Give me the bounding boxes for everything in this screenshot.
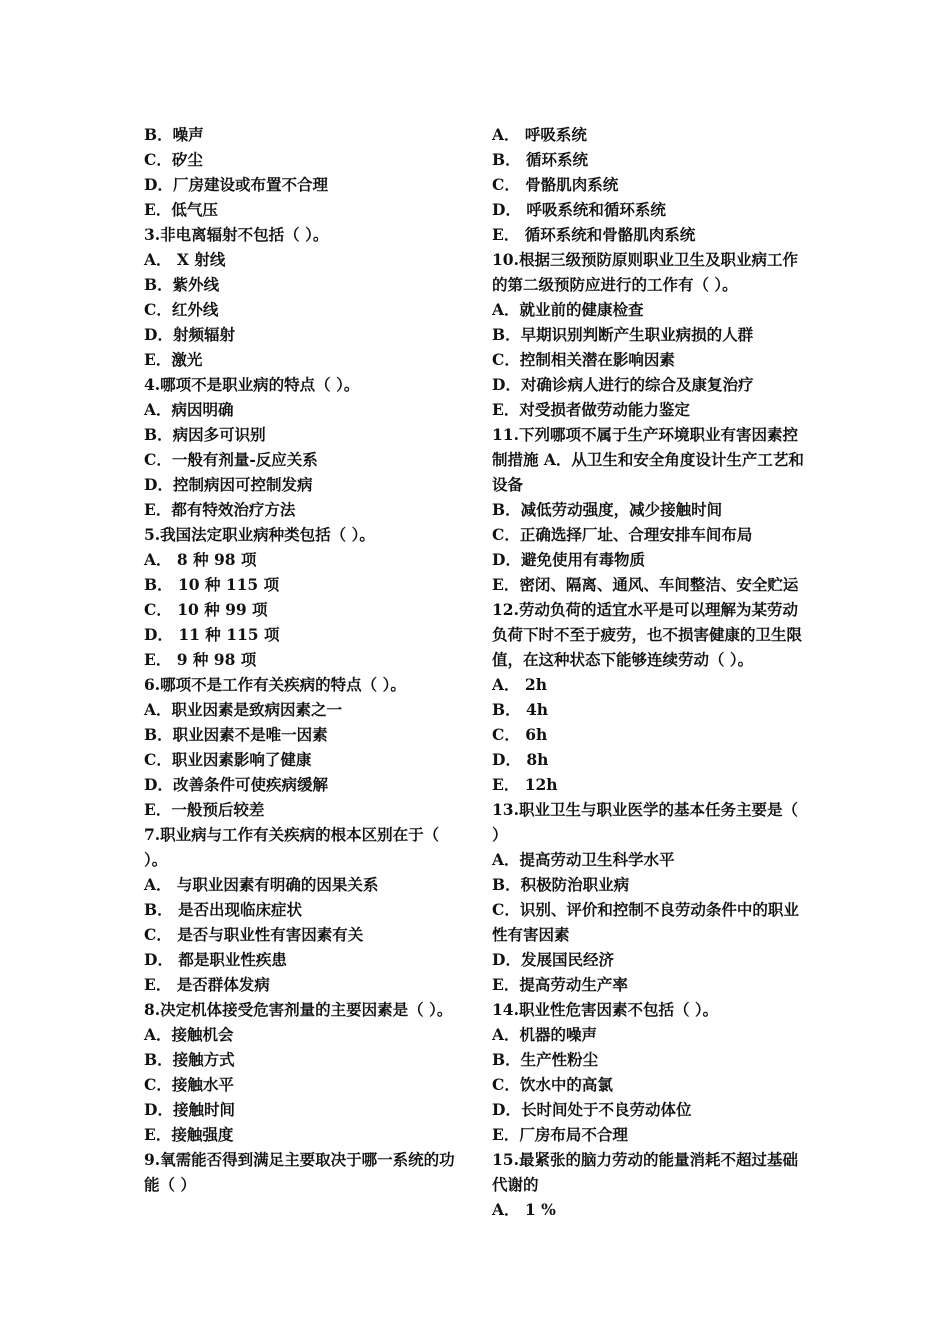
option-text: E．对受损者做劳动能力鉴定 [492, 400, 690, 419]
option-text: C． 是否与职业性有害因素有关 [144, 925, 364, 944]
option-text: E． 9 种 98 项 [144, 650, 257, 669]
question-text: 12.劳动负荷的适宜水平是可以理解为某劳动负荷下时不至于疲劳，也不损害健康的卫生限值，在这种状态下能够连续劳动（ ）。 [492, 600, 803, 669]
option-text: E．密闭、隔离、通风、车间整洁、安全贮运 [492, 575, 799, 594]
question-text: 14.职业性危害因素不包括（ ）。 [492, 1000, 719, 1019]
option-text: C．正确选择厂址、合理安排车间布局 [492, 525, 753, 544]
option-text: E． 循环系统和骨骼肌肉系统 [492, 225, 696, 244]
option-text: B． 是否出现临床症状 [144, 900, 302, 919]
question-text: 9.氧需能否得到满足主要取决于哪一系统的功能（ ） [144, 1150, 455, 1194]
question-text: 4.哪项不是职业病的特点（ ）。 [144, 375, 360, 394]
option-text: C．控制相关潜在影响因素 [492, 350, 675, 369]
option-text: D．射频辐射 [144, 325, 235, 344]
option-text: B．积极防治职业病 [492, 875, 630, 894]
option-text: D． 呼吸系统和循环系统 [492, 200, 666, 219]
option-text: E．一般预后较差 [144, 800, 265, 819]
question-text: 13.职业卫生与职业医学的基本任务主要是（ ） [492, 800, 798, 844]
option-text: A．提高劳动卫生科学水平 [492, 850, 675, 869]
option-text: E． 是否群体发病 [144, 975, 270, 994]
option-text: A．机器的噪声 [492, 1025, 598, 1044]
option-text: A． 2h [492, 675, 547, 694]
question-text: 3.非电离辐射不包括（ ）。 [144, 225, 329, 244]
option-text: C．矽尘 [144, 150, 203, 169]
option-text: C．职业因素影响了健康 [144, 750, 312, 769]
option-text: C． 骨骼肌肉系统 [492, 175, 619, 194]
option-text: D． 8h [492, 750, 549, 769]
option-text: D．发展国民经济 [492, 950, 614, 969]
option-text: C．一般有剂量-反应关系 [144, 450, 318, 469]
option-text: E．激光 [144, 350, 203, 369]
option-text: C．接触水平 [144, 1075, 234, 1094]
option-text: D．长时间处于不良劳动体位 [492, 1100, 692, 1119]
option-text: C．识别、评价和控制不良劳动条件中的职业性有害因素 [492, 900, 799, 944]
left-column [144, 122, 462, 1197]
option-text: A．职业因素是致病因素之一 [144, 700, 343, 719]
option-text: E．低气压 [144, 200, 218, 219]
option-text: A． 呼吸系统 [492, 125, 587, 144]
question-text: 6.哪项不是工作有关疾病的特点（ ）。 [144, 675, 406, 694]
option-text: C． 10 种 99 项 [144, 600, 268, 619]
option-text: D． 都是职业性疾患 [144, 950, 287, 969]
option-text: A．病因明确 [144, 400, 234, 419]
option-text: B．紫外线 [144, 275, 220, 294]
option-text: D．接触时间 [144, 1100, 235, 1119]
option-text: D． 11 种 115 项 [144, 625, 280, 644]
option-text: C．饮水中的高氯 [492, 1075, 613, 1094]
option-text: B． 10 种 115 项 [144, 575, 280, 594]
option-text: D．对确诊病人进行的综合及康复治疗 [492, 375, 754, 394]
option-text: A． X 射线 [144, 250, 226, 269]
question-text: 15.最紧张的脑力劳动的能量消耗不超过基础代谢的 [492, 1150, 798, 1194]
option-text: A． 与职业因素有明确的因果关系 [144, 875, 379, 894]
option-text: C．红外线 [144, 300, 219, 319]
option-text: B． 4h [492, 700, 549, 719]
option-text: E．提高劳动生产率 [492, 975, 628, 994]
option-text: B．接触方式 [144, 1050, 235, 1069]
option-text: A．接触机会 [144, 1025, 234, 1044]
option-text: E．都有特效治疗方法 [144, 500, 296, 519]
option-text: B．早期识别判断产生职业病损的人群 [492, 325, 754, 344]
option-text: E．接触强度 [144, 1125, 234, 1144]
option-text: B．减低劳动强度，减少接触时间 [492, 500, 723, 519]
option-text: D．改善条件可使疾病缓解 [144, 775, 328, 794]
option-text: D．避免使用有毒物质 [492, 550, 645, 569]
option-text: B．噪声 [144, 125, 204, 144]
option-text: B． 循环系统 [492, 150, 588, 169]
option-text: B．生产性粉尘 [492, 1050, 599, 1069]
option-text: D．厂房建设或布置不合理 [144, 175, 328, 194]
question-text: 8.决定机体接受危害剂量的主要因素是（ ）。 [144, 1000, 453, 1019]
option-text: B．职业因素不是唯一因素 [144, 725, 328, 744]
option-text: A．就业前的健康检查 [492, 300, 644, 319]
option-text: A． 1 % [492, 1200, 556, 1219]
question-text: 5.我国法定职业病种类包括（ ）。 [144, 525, 375, 544]
question-text: 7.职业病与工作有关疾病的根本区别在于（ ）。 [144, 825, 440, 869]
right-column [492, 122, 810, 1222]
option-text: E． 12h [492, 775, 558, 794]
question-text: 11.下列哪项不属于生产环境职业有害因素控制措施 A．从卫生和安全角度设计生产工艺和设备 [492, 425, 804, 494]
option-text: B．病因多可识别 [144, 425, 266, 444]
option-text: C． 6h [492, 725, 548, 744]
option-text: A． 8 种 98 项 [144, 550, 257, 569]
option-text: E．厂房布局不合理 [492, 1125, 628, 1144]
question-text: 10.根据三级预防原则职业卫生及职业病工作的第二级预防应进行的工作有（ ）。 [492, 250, 798, 294]
option-text: D．控制病因可控制发病 [144, 475, 313, 494]
